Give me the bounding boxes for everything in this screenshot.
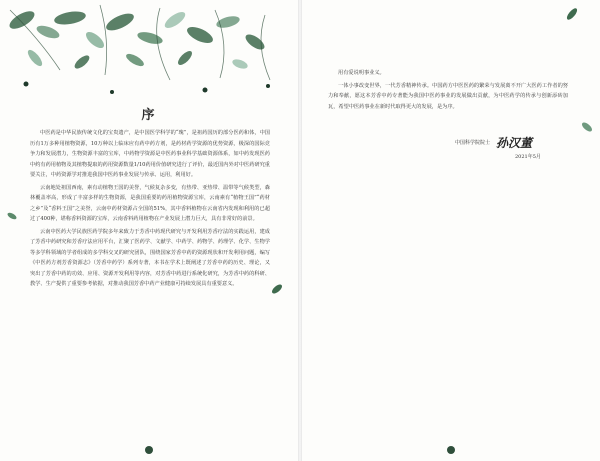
leaf-icon — [6, 210, 18, 222]
signature-title: 中国科学院院士 — [455, 140, 491, 146]
left-body — [30, 128, 270, 292]
paragraph: 一体小事改变世界，一代芳香精神传承。中国药方中医医药的繁荣与发展离不开广大医药工作者的努力和奉献，愿这本芳香中药专著能为我国中医药事业的发展做出贡献，为中医药学的传承与创新添砖加瓦，希望中医药事业在新时代取得更大的发展，是为序。 — [328, 82, 568, 110]
leaf-icon — [564, 6, 580, 22]
paragraph: 云南地处祖国西南，素有动植物王国的美誉，气候复杂多变，有热带、亚热带、温带等气候类型，森林覆盖率高，形成了丰富多样的生物资源，是我国重要的药用植物资源宝库，云南素有“植物王国”“药材之乡”及“香料王国”之美誉，云南中药材资源占全国的51%，其中香料植物在云南省内发现和利用的已超过了400种，堪称香料资源的宝库，云南香料药用植物在产业发展上潜力巨大，具有非常好的前景。 — [30, 184, 270, 222]
right-body — [328, 68, 568, 114]
paragraph: 用有爱说明事业义。 — [338, 70, 385, 76]
signature-block — [455, 134, 575, 160]
page-marker-icon — [445, 444, 457, 456]
left-page — [0, 0, 298, 461]
leaf-icon — [270, 282, 284, 296]
signature-date: 2021年5月 — [515, 154, 541, 160]
page-marker-icon — [143, 444, 155, 456]
paragraph: 中医药是中华民族传统文化的宝贵遗产，是中国医学科学的“瑰”，是祖药国历的部分医药和体，中国历有1万多种用植物资源，10万种以上临床应有药中药方剂，是药材药学资源的优势资源，极深的国际竞争力和发展潜力，生物资源丰富的宝库，中药物学资源是中医药事业科学基础资源体系，如中药发现医药中约有药用植物及其植物提取的药用资源数量1/10药用价值研究进行了评价，最近国内外对中医药研究重要关注，中药资源学对推进我国中医药事业发展与传承、运用，利用好。 — [30, 130, 270, 178]
page-title: 序 — [141, 108, 157, 123]
signature-name: 孙汉董 — [496, 136, 533, 150]
paragraph: 云南中医药大学民族医药学院多年来致力于芳香中药现代研究与开发利用芳香疗法的实践运用，建成了芳香中药研究和芳香疗法应用平台，汇聚了医药学、文献学、中药学、药物学、药理学、化学、生物学等多学科领域的学者组成的多学科交叉的研究团队，围绕国家芳香中药的资源现状和开发利用问题，编写《中医药方剂芳香资源志》（芳香中药学）系列专著，本书在学术上既阐述了芳香中药的历史、理论，又突出了芳香中药的功效、应用、资源开发利用等内容，对芳香中药进行系统化研究，为芳香中药的科研、教学、生产提供了重要参考依据，对推动我国芳香中药产业健康可持续发展具有重要意义。 — [30, 228, 270, 287]
foliage-decoration — [0, 0, 298, 110]
leaf-icon — [580, 120, 594, 134]
